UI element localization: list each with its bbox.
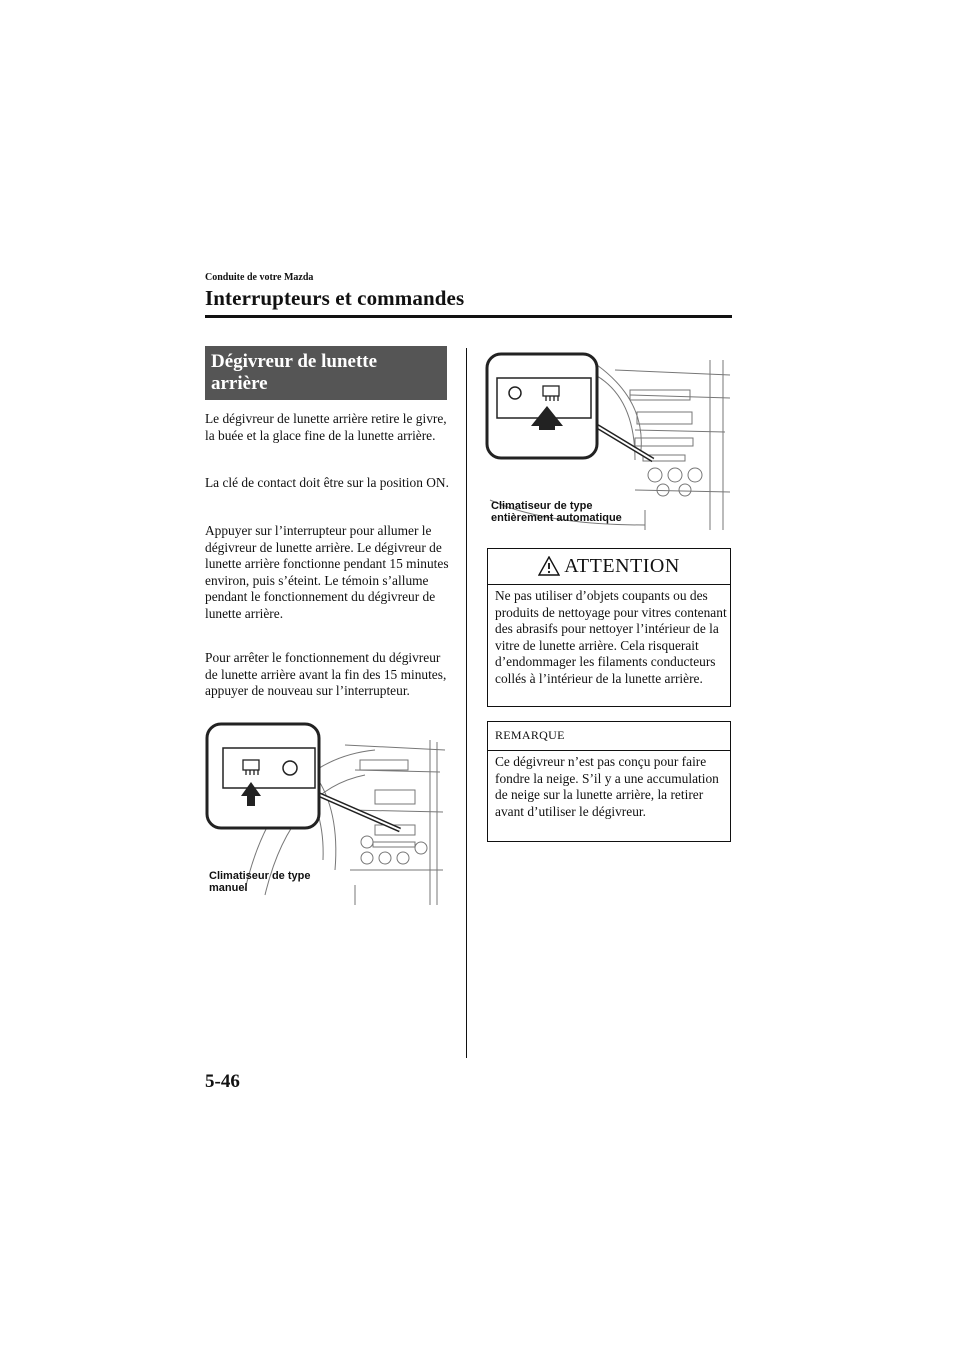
page-number: 5-46 — [205, 1071, 240, 1092]
note-title: REMARQUE — [495, 728, 565, 742]
figure-caption-manual-line1: Climatiseur de type — [209, 870, 311, 882]
figure-caption-manual-line2: manuel — [209, 882, 248, 894]
figure-caption-automatic — [491, 500, 622, 524]
paragraph-ignition: La clé de contact doit être sur la position ON. — [205, 475, 449, 490]
note-text: Ce dégivreur n’est pas conçu pour faire fondre la neige. S’il y a une accumulation de neige sur la lunette arrière, la retirer avant d’utiliser le dégivreur. — [495, 754, 719, 819]
attention-header — [487, 548, 731, 584]
warning-triangle-icon — [538, 556, 560, 576]
figure-caption-automatic-line2: entièrement automatique — [491, 512, 622, 524]
attention-text: Ne pas utiliser d’objets coupants ou des produits de nettoyage pour vitres contenant des abrasifs pour nettoyer l’intérieur de la vitre de lunette arrière. Cela risquerait d’endommager les filaments conducteurs collés à l’intérieur de la lunette arrière. — [495, 588, 727, 686]
paragraph-stop: Pour arrêter le fonctionnement du dégivreur de lunette arrière avant la fin des 15 minutes, appuyer de nouveau sur l’interrupteur. — [205, 650, 447, 698]
section-title — [205, 346, 447, 400]
attention-rule — [487, 584, 731, 585]
note-rule — [487, 750, 731, 751]
paragraph-intro: Le dégivreur de lunette arrière retire le givre, la buée et la glace fine de la lunette arrière. — [205, 411, 447, 443]
column-divider — [466, 348, 467, 1058]
header-rule — [205, 315, 732, 318]
attention-title: ATTENTION — [564, 554, 680, 577]
paragraph-operation: Appuyer sur l’interrupteur pour allumer le dégivreur de lunette arrière. Le dégivreur de lunette arrière fonctionne pendant 15 minutes environ, puis s’éteint. Le témoin s’allume pendant le fonctionnement du dégivreur de lunette arrière. — [205, 523, 449, 621]
figure-caption-manual — [209, 870, 310, 894]
section-title-line1: Dégivreur de lunette — [211, 351, 378, 372]
figure-caption-automatic-line1: Climatiseur de type — [491, 500, 593, 512]
section-title-line2: arrière — [211, 373, 268, 394]
section-name: Conduite de votre Mazda — [205, 272, 314, 283]
page-header: Interrupteurs et commandes — [205, 286, 465, 310]
